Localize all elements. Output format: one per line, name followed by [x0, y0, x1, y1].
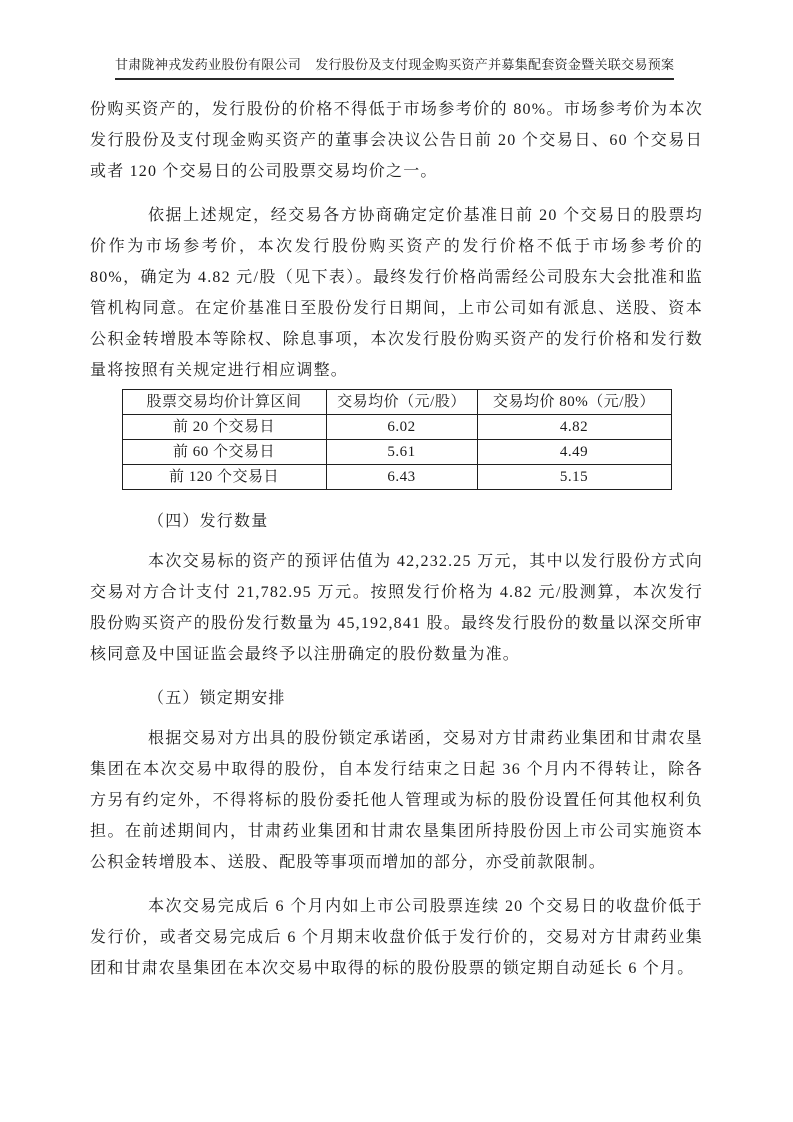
table-row: [122, 440, 671, 465]
table-header-avg-price: 交易均价（元/股）: [326, 390, 477, 415]
page-header: [115, 54, 674, 80]
section-heading-lockup-arrangement: （五）锁定期安排: [148, 690, 286, 707]
table-row: [122, 415, 671, 440]
table-header-avg-price-80: 交易均价 80%（元/股）: [477, 390, 671, 415]
table-cell-avg-price-80: 4.82: [477, 415, 671, 440]
paragraph-issue-quantity: 本次交易标的资产的预评估值为 42,232.25 万元，其中以发行股份方式向交易对方合计支付 21,782.95 万元。按照发行价格为 4.82 元/股测算，本次发行股份购买资产的股份发行数量为 45,192,841 股。最终发行股份的数量以深交所审核同意及中国证监会最终予以注册确定的股份数量为准。: [90, 553, 703, 663]
document-body: [90, 94, 703, 997]
table-cell-interval: 前 20 个交易日: [122, 415, 326, 440]
table-header-interval: 股票交易均价计算区间: [122, 390, 326, 415]
table-cell-interval: 前 120 个交易日: [122, 465, 326, 490]
table-cell-avg-price-80: 4.49: [477, 440, 671, 465]
paragraph-lockup-commitment: 根据交易对方出具的股份锁定承诺函，交易对方甘肃药业集团和甘肃农垦集团在本次交易中取得的股份，自本发行结束之日起 36 个月内不得转让，除各方另有约定外，不得将标的股份委托他人管理或为标的股份设置任何其他权利负担。在前述期间内，甘肃药业集团和甘肃农垦集团所持股份因上市公司实施资本公积金转增股本、送股、配股等事项而增加的部分，亦受前款限制。: [90, 730, 703, 871]
paragraph-pricing-basis: 依据上述规定，经交易各方协商确定定价基准日前 20 个交易日的股票均价作为市场参考价，本次发行股份购买资产的发行价格不低于市场参考价的 80%，确定为 4.82 元/股（见下表）。最终发行价格尚需经公司股东大会批准和监管机构同意。在定价基准日至股份发行日期间，上市公司如有派息、送股、资本公积金转增股本等除权、除息事项，本次发行股份购买资产的发行价格和发行数量将按照有关规定进行相应调整。: [90, 207, 703, 379]
page-header-text: [115, 54, 674, 80]
paragraph-price-floor-continuation: 份购买资产的，发行股份的价格不得低于市场参考价的 80%。市场参考价为本次发行股份及支付现金购买资产的董事会决议公告日前 20 个交易日、60 个交易日或者 120 个交易日的公司股票交易均价之一。: [90, 101, 703, 180]
section-heading-issue-quantity: （四）发行数量: [148, 513, 269, 530]
table-cell-avg-price: 5.61: [326, 440, 477, 465]
table-cell-interval: 前 60 个交易日: [122, 440, 326, 465]
paragraph-lockup-extension: 本次交易完成后 6 个月内如上市公司股票连续 20 个交易日的收盘价低于发行价，或者交易完成后 6 个月期末收盘价低于发行价的，交易对方甘肃药业集团和甘肃农垦集团在本次交易中取得的标的股份股票的锁定期自动延长 6 个月。: [90, 898, 703, 977]
table-row: [122, 465, 671, 490]
header-document-title: 发行股份及支付现金购买资产并募集配套资金暨关联交易预案: [315, 57, 675, 72]
table-header-row: [122, 390, 671, 415]
table-cell-avg-price: 6.43: [326, 465, 477, 490]
table-cell-avg-price: 6.02: [326, 415, 477, 440]
average-price-table: [122, 389, 672, 490]
header-company-name: 甘肃陇神戎发药业股份有限公司: [115, 57, 302, 72]
table-cell-avg-price-80: 5.15: [477, 465, 671, 490]
